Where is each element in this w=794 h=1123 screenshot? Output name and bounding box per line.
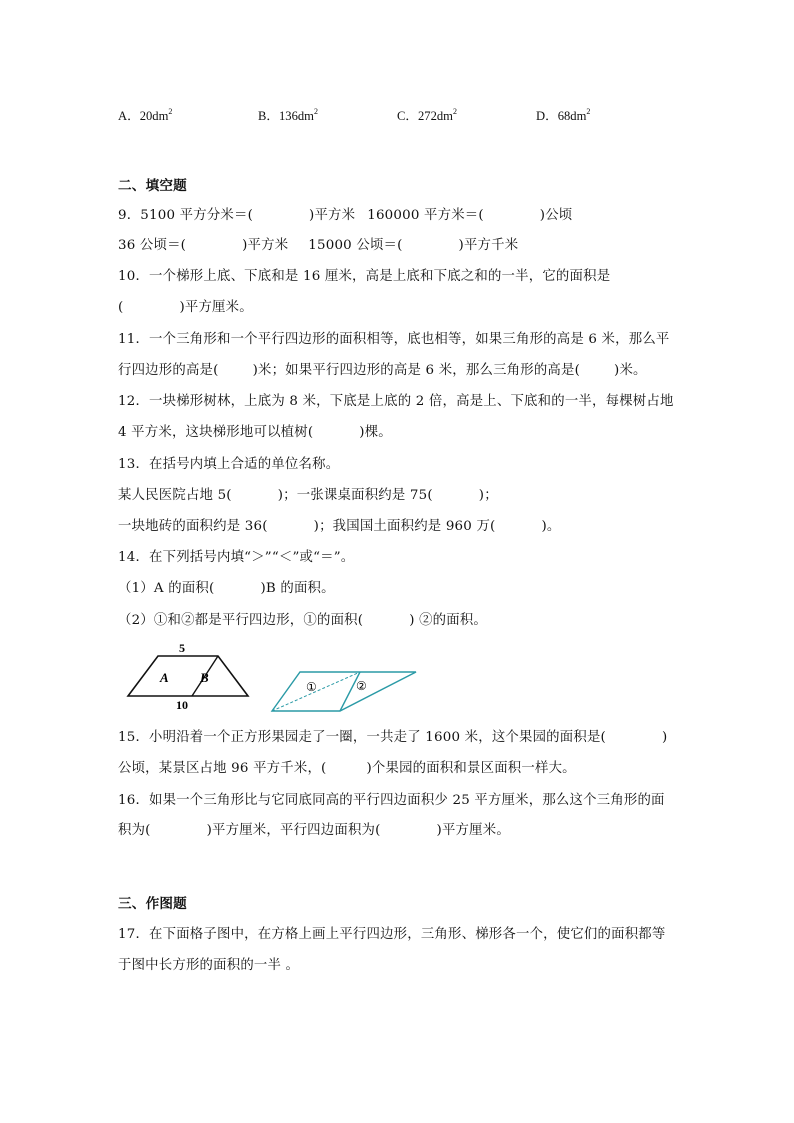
option-a-text: A．20dm (118, 109, 169, 123)
trapezoid-outline (128, 656, 248, 696)
region-2-label: ② (356, 679, 367, 693)
q12-line2 (118, 424, 392, 442)
q15-line2 (118, 760, 576, 778)
q9-e: 36 公顷＝( (118, 238, 187, 253)
q13-e: )；我国国土面积约是 960 万( (313, 519, 496, 534)
q13-f: )。 (541, 519, 561, 534)
q10-line2 (118, 299, 253, 317)
q11-c: )米。 (614, 363, 647, 378)
q9-f: )平方米 (242, 238, 289, 253)
trapezoid-bottom-label: 10 (176, 698, 188, 712)
q9-line2 (118, 237, 518, 255)
q11-line1: 11．一个三角形和一个平行四边形的面积相等，底也相等，如果三角形的高是 6 米，那么平 (118, 332, 670, 347)
q12-a: 4 平方米，这块梯形地可以植树( (118, 425, 314, 440)
option-c (397, 105, 457, 124)
q9-d: )公顷 (539, 208, 573, 223)
q11-b: )米；如果平行四边形的高是 6 米，那么三角形的高是( (252, 363, 581, 378)
q9-g: 15000 公顷＝( (308, 238, 403, 253)
q12-line1: 12．一块梯形树林，上底为 8 米，下底是上底的 2 倍，高是上、下底和的一半，每棵树占地 (118, 394, 674, 409)
section-3-title: 三、作图题 (118, 896, 187, 912)
q17-line2: 于图中长方形的面积的一半 。 (118, 958, 300, 973)
q14-part2 (118, 612, 487, 630)
q14-p1b: )B 的面积。 (260, 581, 335, 596)
trapezoid-figure (128, 641, 248, 712)
q11-a: 行四边形的高是( (118, 363, 219, 378)
q15-b: ) (661, 730, 668, 745)
option-b-text: B．136dm (258, 109, 314, 123)
q10-b: )平方厘米。 (179, 300, 253, 315)
q16-line2 (118, 822, 510, 840)
q16-line1: 16．如果一个三角形比与它同底同高的平行四边面积少 25 平方厘米，那么这个三角形的面 (118, 793, 665, 808)
q16-c: )平方厘米。 (436, 823, 510, 838)
q15-d: )个果园的面积和景区面积一样大。 (366, 761, 576, 776)
region-b-label: B (200, 670, 209, 685)
option-d (536, 105, 590, 124)
parallelogram-figure (272, 672, 416, 711)
region-a-label: A (160, 670, 169, 685)
q9-h: )平方千米 (458, 238, 519, 253)
option-d-text: D．68dm (536, 109, 587, 123)
q13-b: )；一张课桌面积约是 75( (277, 488, 433, 503)
option-b (258, 105, 318, 124)
q17-line1: 17．在下面格子图中，在方格上画上平行四边形，三角形、梯形各一个，使它们的面积都等 (118, 927, 666, 942)
option-a-sup: 2 (168, 107, 173, 116)
q16-b: )平方厘米，平行四边面积为( (206, 823, 381, 838)
q14-line1: 14．在下列括号内填“＞”“＜”或“＝”。 (118, 550, 355, 565)
q12-b: )棵。 (359, 425, 392, 440)
q9-line1 (118, 207, 572, 225)
section-2-title: 二、填空题 (118, 178, 187, 194)
option-c-text: C．272dm (397, 109, 453, 123)
q16-a: 积为( (118, 823, 151, 838)
q13-a: 某人民医院占地 5( (118, 488, 232, 503)
q13-d: 一块地砖的面积约是 36( (118, 519, 268, 534)
q10-line1: 10．一个梯形上底、下底和是 16 厘米，高是上底和下底之和的一半，它的面积是 (118, 269, 611, 284)
q15-a: 15．小明沿着一个正方形果园走了一圈，一共走了 1600 米，这个果园的面积是( (118, 730, 606, 745)
q10-a: ( (118, 300, 124, 315)
q9-b: )平方米 (309, 208, 356, 223)
q11-line2 (118, 362, 647, 380)
q9-c: 160000 平方米＝( (367, 208, 484, 223)
q13-c: )； (478, 488, 498, 503)
trapezoid-top-label: 5 (179, 641, 185, 655)
option-a (118, 105, 172, 124)
q14-figures (120, 640, 430, 716)
q13-line2 (118, 487, 498, 505)
parallelogram-outline (272, 672, 416, 711)
q14-p2a: （2）①和②都是平行四边形，①的面积( (118, 613, 364, 628)
option-c-sup: 2 (452, 107, 457, 116)
option-d-sup: 2 (586, 107, 591, 116)
q15-c: 公顷，某景区占地 96 平方千米，( (118, 761, 327, 776)
q9-a: 9．5100 平方分米＝( (118, 208, 254, 223)
q15-line1 (118, 729, 667, 747)
q14-p1a: （1）A 的面积( (118, 581, 215, 596)
region-1-label: ① (306, 680, 317, 694)
option-b-sup: 2 (313, 107, 318, 116)
q14-p2b: ) ②的面积。 (409, 613, 488, 628)
q13-line3 (118, 518, 560, 536)
q13-line1: 13．在括号内填上合适的单位名称。 (118, 457, 340, 472)
q14-part1 (118, 580, 335, 598)
